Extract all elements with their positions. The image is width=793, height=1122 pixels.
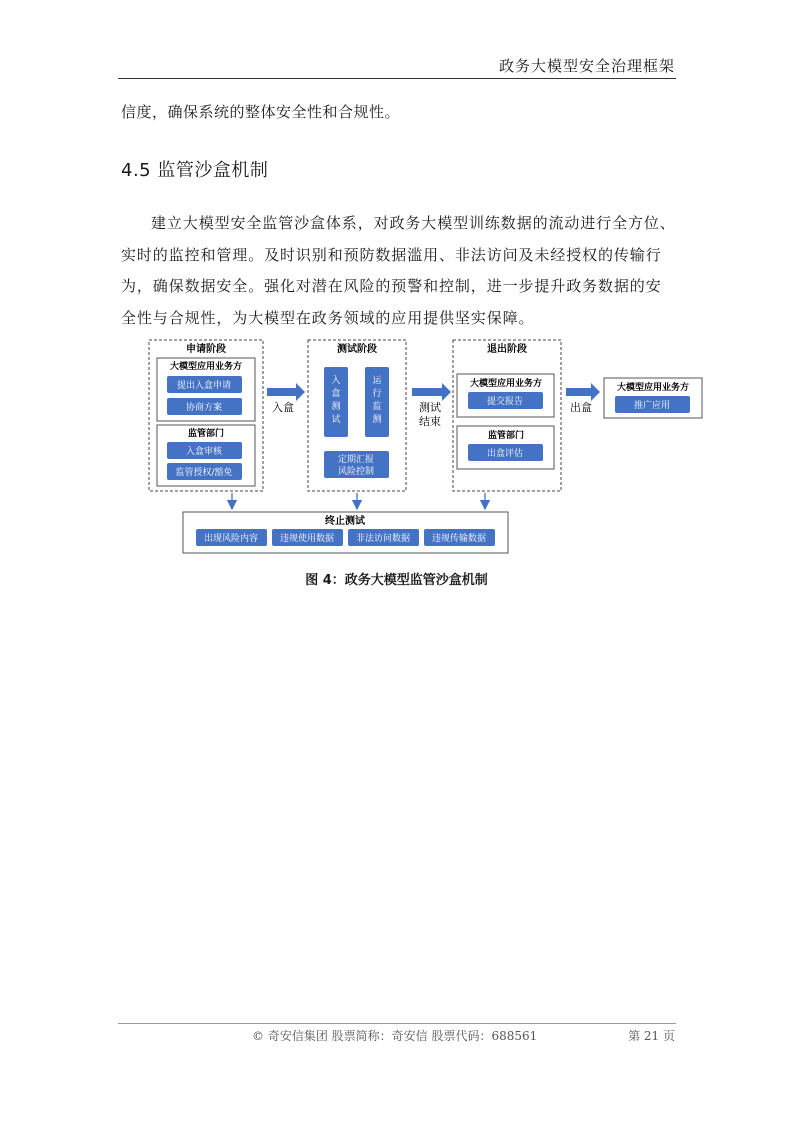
section-heading: 4.5 监管沙盒机制 <box>121 160 269 181</box>
test-end-arrow <box>412 383 451 428</box>
entry-test-char: 入 <box>331 376 341 386</box>
exit-regulator-title: 监管部门 <box>487 431 525 441</box>
submit-report-label: 提交报告 <box>486 397 524 407</box>
apply-request-label: 提出入盒申请 <box>176 381 232 391</box>
paragraph-line: 实时的监控和管理。及时识别和预防数据滥用、非法访问及未经授权的传输行 <box>121 245 662 264</box>
paragraph-line: 为，确保数据安全。强化对潜在风险的预警和控制，进一步提升政务数据的安 <box>121 277 662 295</box>
apply-business-title: 大模型应用业务方 <box>169 362 243 372</box>
running-header-title: 政务大模型安全治理框架 <box>498 57 675 75</box>
test-stage-title: 测试阶段 <box>337 344 377 355</box>
apply-regulator-title: 监管部门 <box>187 429 225 439</box>
authorization-label: 监管授权/豁免 <box>175 468 233 478</box>
terminate-title: 终止测试 <box>325 516 365 527</box>
entry-arrow <box>267 383 305 414</box>
apply-stage-title: 申请阶段 <box>186 344 226 355</box>
risk-control-label: 风险控制 <box>337 467 375 477</box>
page-number: 第 21 页 <box>628 1029 675 1043</box>
footer-company-info: © 奇安信集团 股票简称：奇安信 股票代码：688561 <box>252 1029 538 1043</box>
negotiate-plan-label: 协商方案 <box>185 403 223 413</box>
apply-stage-panel <box>149 340 263 491</box>
entry-test-char: 盒 <box>331 389 341 399</box>
exit-arrow-label: 出盒 <box>570 401 592 414</box>
run-monitor-char: 测 <box>372 415 382 425</box>
exit-assessment-label: 出盒评估 <box>486 449 524 459</box>
terminate-panel <box>183 512 508 553</box>
continued-text: 信度，确保系统的整体安全性和合规性。 <box>121 103 401 121</box>
terminate-item-label: 出现风险内容 <box>203 534 259 544</box>
sandbox-diagram <box>140 336 710 558</box>
entry-review-label: 入盒审核 <box>185 447 223 457</box>
figure-caption: 图 4：政务大模型监管沙盒机制 <box>305 573 488 588</box>
paragraph-line: 全性与合规性，为大模型在政务领域的应用提供坚实保障。 <box>121 308 535 327</box>
terminate-item-label: 非法访问数据 <box>355 534 411 544</box>
exit-business-title: 大模型应用业务方 <box>469 379 543 389</box>
entry-test-char: 试 <box>331 415 341 425</box>
test-stage-panel <box>308 340 406 491</box>
exit-arrow <box>566 383 600 414</box>
run-monitor-char: 监 <box>372 402 382 412</box>
entry-test-char: 测 <box>331 402 341 412</box>
footer-divider <box>118 1023 676 1024</box>
run-monitor-char: 运 <box>372 376 382 386</box>
final-business-title: 大模型应用业务方 <box>616 383 690 393</box>
header-divider <box>118 78 676 79</box>
exit-stage-title: 退出阶段 <box>487 344 527 355</box>
test-end-label: 测试 <box>419 401 441 414</box>
promote-label: 推广应用 <box>633 401 671 411</box>
report-label: 定期汇报 <box>337 455 375 465</box>
test-end-label: 结束 <box>419 415 441 428</box>
body-paragraph <box>121 208 677 334</box>
final-panel <box>604 378 702 418</box>
run-monitor-char: 行 <box>372 389 382 399</box>
paragraph-line: 建立大模型安全监管沙盒体系，对政务大模型训练数据的流动进行全方位、 <box>151 214 676 232</box>
exit-stage-panel <box>453 340 561 491</box>
entry-arrow-label: 入盒 <box>272 401 294 414</box>
terminate-item-label: 违规传输数据 <box>431 534 487 544</box>
terminate-item-label: 违规使用数据 <box>279 534 335 544</box>
